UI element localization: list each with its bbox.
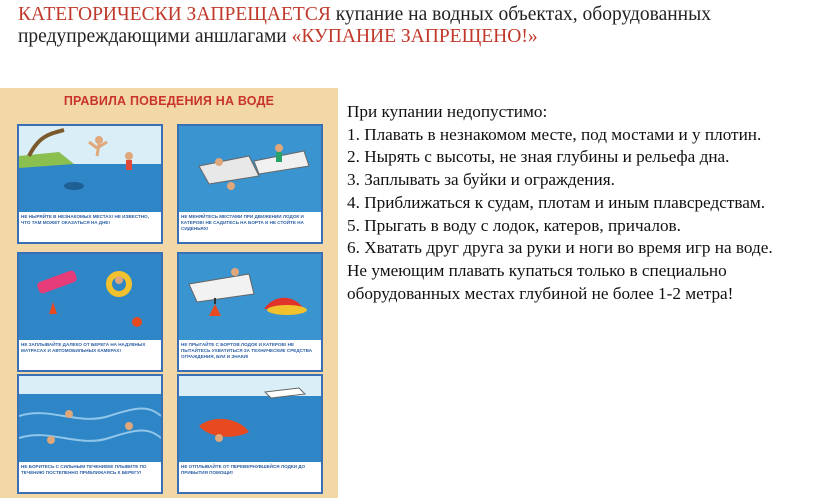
mattress-illustration [19, 254, 161, 340]
page-title [18, 4, 808, 48]
current-illustration [19, 376, 161, 462]
rule-item: 1. Плавать в незнакомом месте, под мостами и у плотин. [347, 124, 762, 144]
panel-caption: НЕ БОРИТЕСЬ С СИЛЬНЫМ ТЕЧЕНИЕМ! ПЛЫВИТЕ ПО ТЕЧЕНИЮ ПОСТЕПЕННО ПРИБЛИЖАЯСЬ К БЕРЕГУ! [21, 464, 147, 475]
poster-panel-jumping [177, 252, 323, 372]
panel-caption: НЕ НЫРЯЙТЕ В НЕЗНАКОМЫХ МЕСТАХ! НЕ ИЗВЕСТНО, ЧТО ТАМ МОЖЕТ ОКАЗАТЬСЯ НА ДНЕ! [21, 214, 149, 225]
title-red-warning: КАТЕГОРИЧЕСКИ ЗАПРЕЩАЕТСЯ [18, 4, 331, 25]
rules-closing-note: Не умеющим плавать купаться только в специально оборудованных местах глубиной не более 1-2 метра! [347, 260, 734, 303]
rule-item: 6. Хватать друг друга за руки и ноги во время игр на воде. [347, 238, 773, 258]
panel-caption: НЕ ОТПЛЫВАЙТЕ ОТ ПЕРЕВЕРНУВШЕЙСЯ ЛОДКИ ДО ПРИБЫТИЯ ПОМОЩИ! [181, 464, 306, 475]
diving-illustration [19, 126, 161, 212]
rule-item: 3. Заплывать за буйки и ограждения. [347, 170, 615, 190]
rules-intro: При купании недопустимо: [347, 102, 548, 121]
rule-item: 2. Нырять с высоты, не зная глубины и рельефа дна. [347, 147, 730, 167]
panel-caption: НЕ МЕНЯЙТЕСЬ МЕСТАМИ ПРИ ДВИЖЕНИИ ЛОДОК И КАТЕРОВ! НЕ САДИТЕСЬ НА БОРТА И НЕ СТОЙТЕ НА СИДЕНЬЯХ! [181, 214, 304, 231]
capsized-illustration [179, 376, 321, 462]
rules-text-block [347, 101, 809, 305]
poster-panel-boats [177, 124, 323, 244]
poster-panel-capsized [177, 374, 323, 494]
title-text: купание на водных объектах, оборудованных предупреждающими аншлагами [18, 4, 711, 47]
rule-item: 4. Приближаться к судам, плотам и иным плавсредствам. [347, 192, 766, 212]
boats-illustration [179, 126, 321, 212]
jumping-illustration [179, 254, 321, 340]
water-rules-poster [0, 88, 338, 498]
panel-caption: НЕ ПРЫГАЙТЕ С БОРТОВ ЛОДОК И КАТЕРОВ! НЕ ПЫТАЙТЕСЬ УХВАТИТЬСЯ ЗА ТЕХНИЧЕСКИЕ СРЕДСТВА ОГРАЖДЕНИЯ, БУИ И ЗНАКИ! [181, 342, 313, 359]
rule-item: 5. Прыгать в воду с лодок, катеров, причалов. [347, 215, 681, 235]
poster-title: ПРАВИЛА ПОВЕДЕНИЯ НА ВОДЕ [63, 94, 275, 108]
poster-panel-diving [17, 124, 163, 244]
title-red-sign: «КУПАНИЕ ЗАПРЕЩЕНО!» [291, 26, 538, 47]
poster-panel-mattresses [17, 252, 163, 372]
panel-caption: НЕ ЗАПЛЫВАЙТЕ ДАЛЕКО ОТ БЕРЕГА НА НАДУВНЫХ МАТРАСАХ И АВТОМОБИЛЬНЫХ КАМЕРАХ! [21, 342, 146, 353]
poster-panel-current [17, 374, 163, 494]
